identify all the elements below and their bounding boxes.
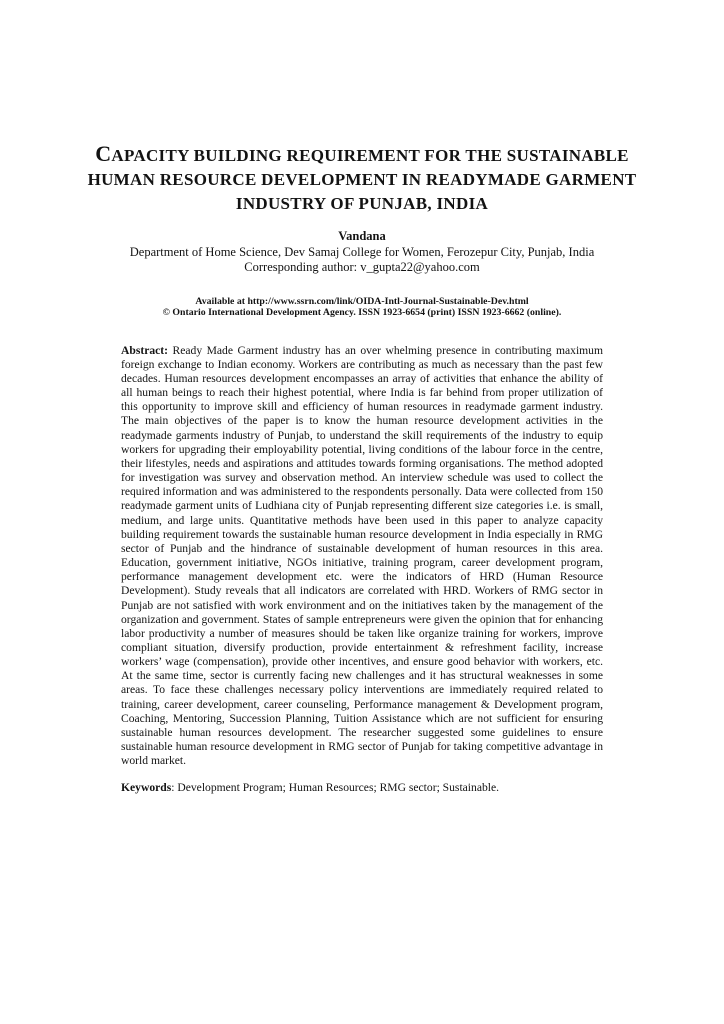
publication-note (0, 296, 724, 319)
author-name: Vandana (338, 229, 386, 243)
abstract-paragraph (121, 344, 603, 769)
paper-title (82, 142, 642, 216)
corresponding-author: Corresponding author: v_gupta22@yahoo.com (244, 260, 480, 274)
paper-title-line-2: HUMAN RESOURCE DEVELOPMENT IN READYMADE GARMENT (87, 170, 637, 189)
paper-title-line-1 (95, 141, 629, 166)
keywords-label: Keywords (121, 781, 172, 795)
paper-title-line-3: INDUSTRY OF PUNJAB, INDIA (235, 194, 489, 213)
author-block (0, 229, 724, 276)
keywords-text: : Development Program; Human Resources; RMG sector; Sustainable. (171, 781, 500, 795)
abstract-text: Ready Made Garment industry has an over whelming presence in contributing maximum foreign exchange to Indian economy. Workers are contributing as much as necessary than the past few decades. Human resources development encompasses an array of activities that enhance the ability of all human beings to reach their highest potential, where India is far behind from proper utilization of this opportunity to improve skill and efficiency of human resources in readymade garment industry. The main objectives of the paper is to know the human resource development activities in the readymade garments industry of Punjab, to understand the skill requirements of the industry to equip workers for upgrading their employability potential, living conditions of the labour force in the centre, their lifestyles, needs and aspirations and attitudes towards forming organisations. The method adopted for investigation was survey and observation method. An interview schedule was used to collect the required information and was administered to the respondents personally. Data were collected from 150 readymade garment units of Ludhiana city of Punjab representing different size categories i.e. is small, medium, and large units. Quantitative methods have been used in this paper to analyze capacity building requirement towards the sustainable human resource development in India especially in RMG sector of Punjab and the hindrance of sustainable development of human resources in this area. Education, government initiative, NGOs initiative, training program, career development program, performance management development etc. were the indicators of HRD (Human Resource Development). Study reveals that all indicators are correlated with HRD. Workers of RMG sector in Punjab are not satisfied with work environment and on the initiatives taken by the management of the organization and government. States of sample entrepreneurs were given the opinion that for enhancing labor productivity a number of measures should be taken like organize training for workers, improve compliant situation, diversify production, provide entertainment & refreshment facility, increase workers’ wage (compensation), provide other incentives, and ensure good behavior with workers, etc. At the same time, sector is currently facing new challenges and it has structural weaknesses in some areas. To face these challenges necessary policy interventions are immediately required related to training, career development, career counseling, Performance management & Development program, Coaching, Mentoring, Succession Planning, Tuition Assistance which are not sufficient for ensuring sustainable human resources development. The researcher suggested some guidelines to ensure sustainable human resource development in RMG sector of Punjab for taking competitive advantage in world market. (121, 343, 603, 768)
keywords-line (121, 781, 603, 795)
copyright-note: © Ontario International Development Agency. ISSN 1923-6654 (print) ISSN 1923-6662 (online). (162, 307, 562, 319)
abstract-label: Abstract: (121, 343, 169, 357)
author-affiliation: Department of Home Science, Dev Samaj College for Women, Ferozepur City, Punjab, India (129, 244, 595, 259)
paper-title-line-1-rest: APACITY BUILDING REQUIREMENT FOR THE SUSTAINABLE (111, 146, 629, 165)
paper-title-initial: C (95, 141, 112, 166)
availability-note: Available at http://www.ssrn.com/link/OIDA-Intl-Journal-Sustainable-Dev.html (195, 295, 529, 307)
